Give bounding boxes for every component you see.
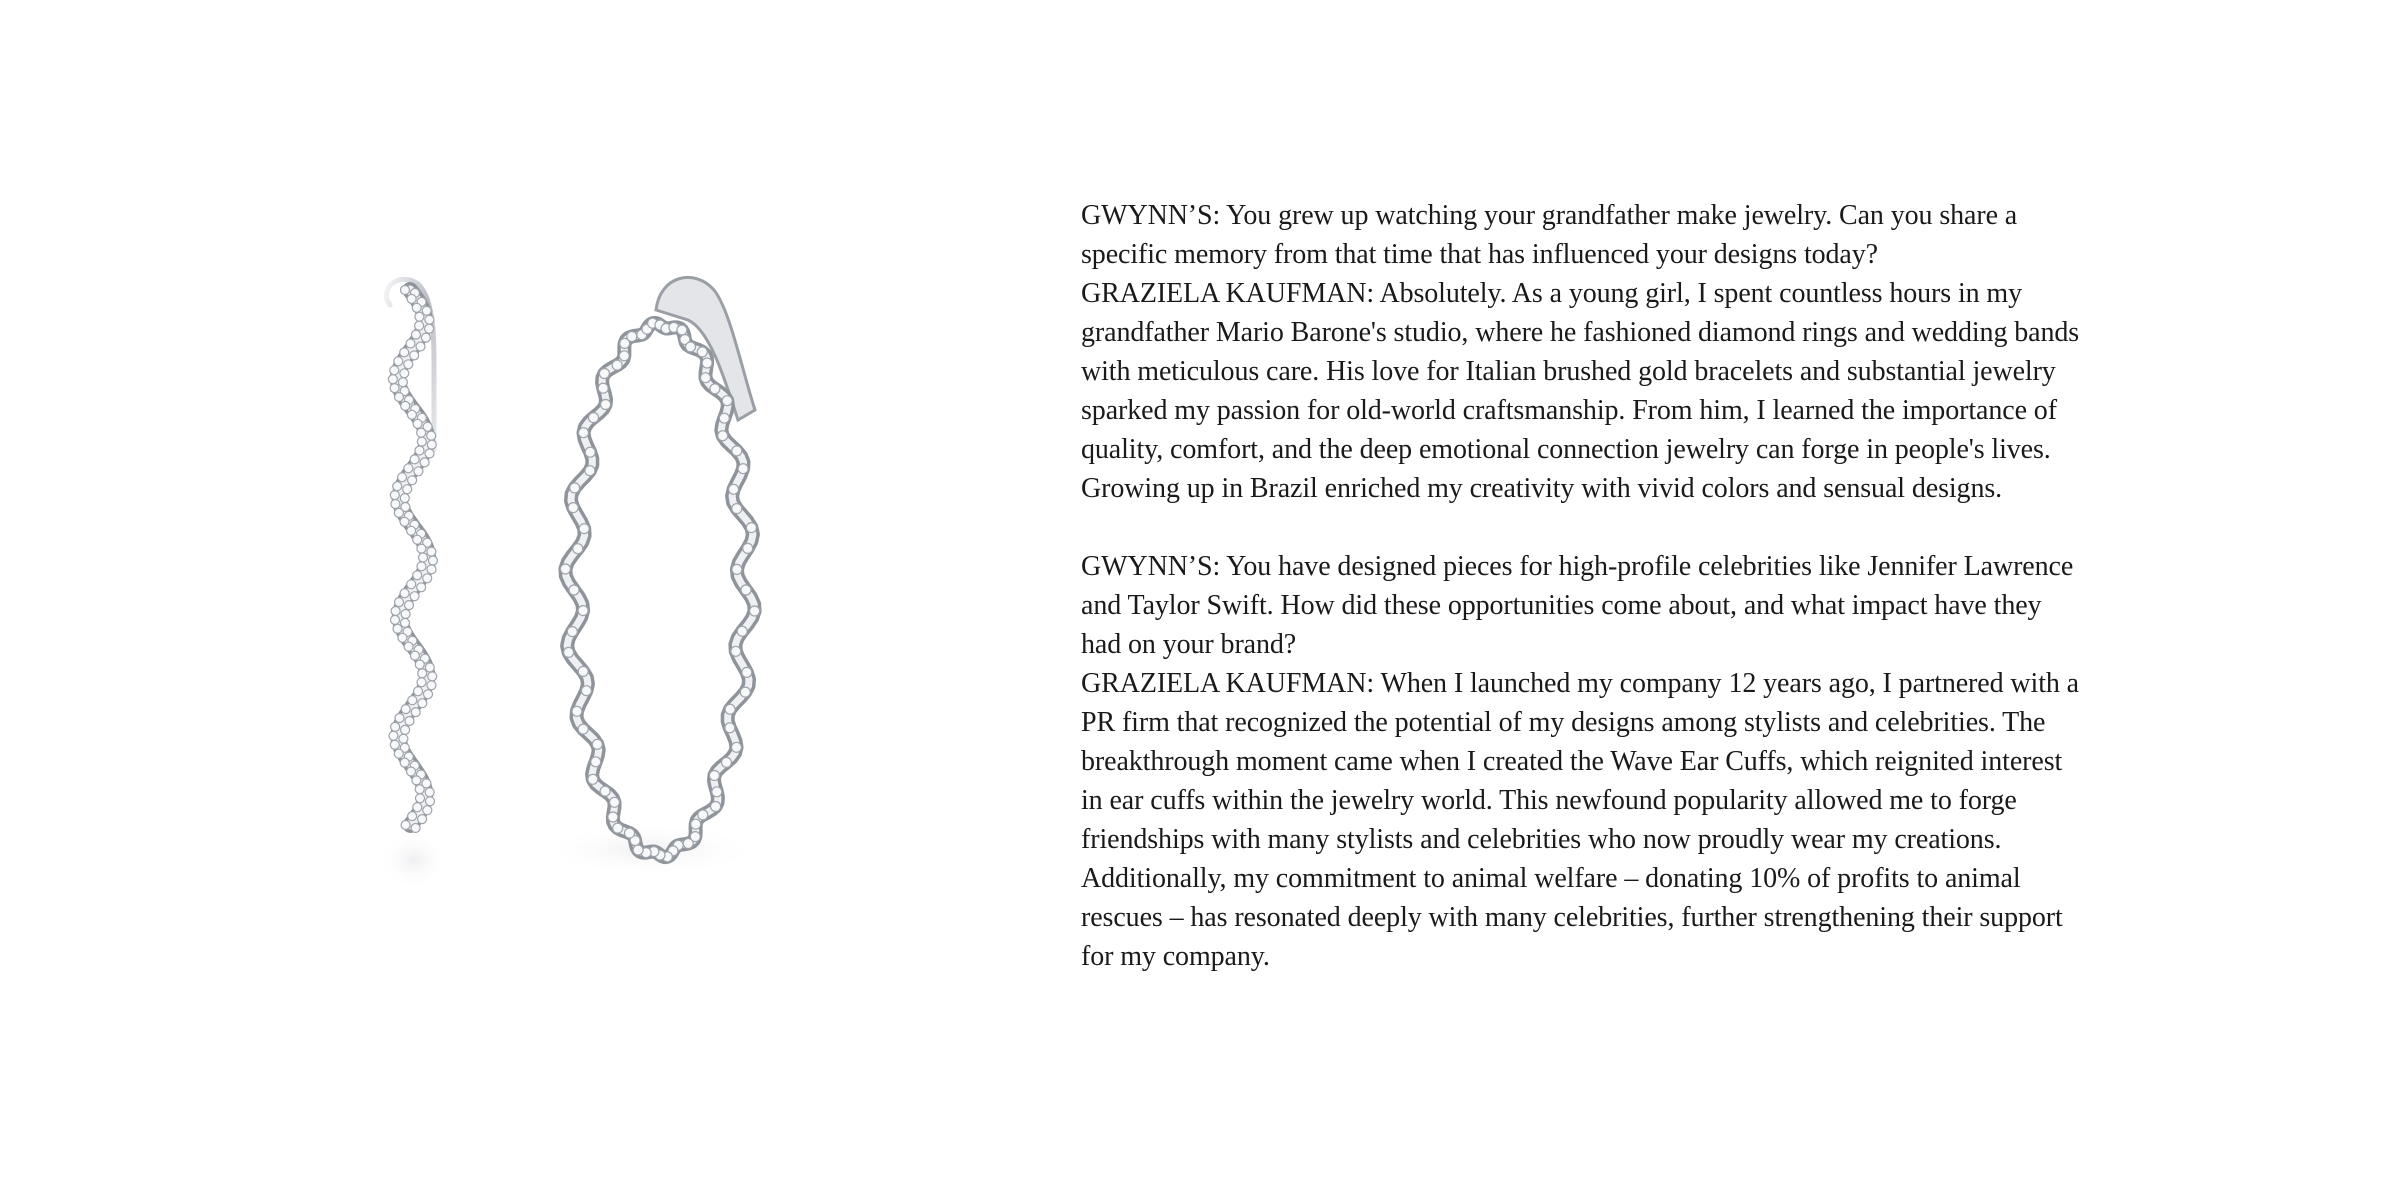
diamond-stone: [633, 845, 643, 855]
answer-paragraph: [1081, 664, 2081, 976]
diamond-stone: [569, 585, 579, 595]
diamond-stone: [417, 678, 426, 687]
qa-block: [1081, 196, 2081, 508]
diamond-stone: [404, 464, 413, 473]
diamond-stone: [410, 651, 419, 660]
diamond-stone: [427, 565, 436, 574]
diamond-stone: [627, 332, 637, 342]
diamond-stone: [416, 794, 425, 803]
diamond-stone: [570, 483, 580, 493]
diamond-stone: [608, 812, 618, 822]
diamond-stone: [732, 446, 742, 456]
answer-paragraph: [1081, 274, 2081, 508]
diamond-stone: [400, 758, 409, 767]
diamond-stone: [411, 330, 420, 339]
diamond-stone: [417, 562, 426, 571]
diamond-stone: [573, 544, 583, 554]
diamond-stone: [400, 517, 409, 526]
diamond-stone: [722, 396, 732, 406]
diamond-stone: [390, 366, 399, 375]
interview-article: [1081, 196, 2081, 976]
answer-text: Absolutely. As a young girl, I spent countless hours in my grandfather Mario Barone's studio, where he fashioned diamond rings and wedding bands with meticulous care. His love for Italian brushed gold bracelets and substantial jewelry sparked my passion for old-world craftsmanship. From him, I learned the importance of quality, comfort, and the deep emotional connection jewelry can forge in people's lives. Growing up in Brazil enriched my creativity with vivid colors and sensual designs.: [1081, 278, 2080, 504]
diamond-stone: [395, 393, 404, 402]
diamond-stone: [740, 687, 750, 697]
diamond-stone: [564, 647, 574, 657]
diamond-stone: [418, 669, 427, 678]
diamond-stone: [398, 633, 407, 642]
diamond-stone: [592, 739, 602, 749]
diamond-stone: [401, 821, 410, 830]
diamond-stone: [417, 428, 426, 437]
diamond-stone: [407, 767, 416, 776]
diamond-stone: [601, 400, 611, 410]
diamond-stone: [408, 696, 417, 705]
diamond-stone: [625, 828, 635, 838]
diamond-stone: [579, 428, 589, 438]
diamond-stone: [424, 690, 433, 699]
question-text: You have designed pieces for high-profile celebrities like Jennifer Lawrence and Taylor Swift. How did these opportunities come about, and what impact have they had on your brand?: [1081, 551, 2074, 660]
diamond-stone: [709, 771, 719, 781]
diamond-stone: [578, 606, 588, 616]
diamond-stone: [572, 706, 582, 716]
diamond-stone: [712, 787, 722, 797]
diamond-stone: [410, 592, 419, 601]
diamond-stone: [413, 803, 422, 812]
diamond-stone: [400, 494, 409, 503]
diamond-stone: [425, 788, 434, 797]
question-paragraph: [1081, 547, 2081, 664]
diamond-stone: [702, 358, 712, 368]
diamond-stone: [579, 524, 589, 534]
diamond-stone: [610, 797, 620, 807]
diamond-stone: [391, 615, 400, 624]
diamond-stone: [412, 303, 421, 312]
diamond-stone: [578, 666, 588, 676]
diamond-stone: [697, 347, 707, 357]
diamond-stone: [612, 360, 622, 370]
diamond-stone: [427, 681, 436, 690]
diamond-stone: [393, 624, 402, 633]
diamond-stone: [400, 369, 409, 378]
diamond-stone: [400, 348, 409, 357]
diamond-stone: [578, 724, 588, 734]
diamond-stone: [407, 526, 416, 535]
question-text: You grew up watching your grandfather make jewelry. Can you share a specific memory from that time that has influenced your designs today?: [1081, 200, 2018, 270]
diamond-stone: [686, 342, 696, 352]
diamond-stone: [585, 447, 595, 457]
diamond-stone: [408, 812, 417, 821]
question-speaker: GWYNN’S:: [1081, 200, 1221, 231]
diamond-stone: [411, 708, 420, 717]
diamond-stone: [413, 419, 422, 428]
diamond-stone: [395, 598, 404, 607]
diamond-stone: [407, 410, 416, 419]
diamond-stone: [417, 544, 426, 553]
diamond-stone: [398, 378, 407, 387]
diamond-stone: [750, 606, 760, 616]
diamond-stone: [407, 580, 416, 589]
diamond-stone: [390, 384, 399, 393]
diamond-stone: [406, 339, 415, 348]
diamond-stone: [413, 571, 422, 580]
diamond-stone: [403, 485, 412, 494]
diamond-stone: [731, 646, 741, 656]
diamond-stone: [401, 725, 410, 734]
diamond-stone: [719, 413, 729, 423]
diamond-stone: [415, 446, 424, 455]
diamond-stone: [415, 785, 424, 794]
diamond-stone: [691, 819, 701, 829]
diamond-stone: [427, 440, 436, 449]
diamond-stone: [729, 484, 739, 494]
diamond-stone: [743, 543, 753, 553]
diamond-stone: [399, 734, 408, 743]
diamond-stone: [418, 815, 427, 824]
diamond-stone: [742, 667, 752, 677]
diamond-stone: [600, 786, 610, 796]
diamond-stone: [390, 740, 399, 749]
diamond-stone: [419, 553, 428, 562]
diamond-stone: [418, 699, 427, 708]
diamond-stone: [427, 547, 436, 556]
diamond-stone: [426, 797, 435, 806]
diamond-stone: [683, 839, 693, 849]
diamond-stone: [591, 757, 601, 767]
diamond-stone: [391, 722, 400, 731]
diamond-stone: [589, 413, 599, 423]
diamond-stone: [701, 373, 711, 383]
diamond-stone: [725, 704, 735, 714]
diamond-stone: [405, 601, 414, 610]
diamond-stone: [401, 618, 410, 627]
diamond-stone: [417, 583, 426, 592]
diamond-stone: [388, 375, 397, 384]
diamond-stone: [410, 351, 419, 360]
diamond-stone: [413, 535, 422, 544]
diamond-stone: [407, 294, 416, 303]
diamond-stone: [408, 476, 417, 485]
answer-text: When I launched my company 12 years ago, I partnered with a PR firm that recognized the potential of my designs among stylists and celebrities. The breakthrough moment came when I created the Wave Ear Cuffs, which reignited interest in ear cuffs within the jewelry world. This newfound popularity allowed me to forge friendships with many stylists and celebrities who now proudly wear my creations. Additionally, my commitment to animal welfare – donating 10% of profits to animal rescues – has resonated deeply with many celebrities, further strengthening their support for my company.: [1081, 668, 2080, 972]
diamond-stone: [390, 491, 399, 500]
diamond-stone: [401, 401, 410, 410]
diamond-stone: [404, 360, 413, 369]
qa-block: [1081, 547, 2081, 976]
diamond-stone: [391, 500, 400, 509]
diamond-stone: [415, 321, 424, 330]
diamond-stone: [698, 810, 708, 820]
diamond-stone: [425, 663, 434, 672]
diamond-stone: [738, 464, 748, 474]
diamond-stone: [423, 806, 432, 815]
diamond-stone: [393, 482, 402, 491]
diamond-stone: [560, 564, 570, 574]
diamond-stone: [619, 351, 629, 361]
earrings-product-image: [330, 250, 830, 970]
diamond-stone: [741, 585, 751, 595]
diamond-stone: [718, 431, 728, 441]
diamond-stone: [710, 384, 720, 394]
question-paragraph: [1081, 196, 2081, 274]
diamond-stone: [410, 455, 419, 464]
diamond-stone: [421, 333, 430, 342]
question-speaker: GWYNN’S:: [1081, 551, 1221, 582]
diamond-stone: [415, 660, 424, 669]
diamond-stone: [427, 431, 436, 440]
diamond-stone: [746, 523, 756, 533]
diamond-stone: [411, 824, 420, 833]
diamond-stone: [400, 589, 409, 598]
diamond-stone: [598, 383, 608, 393]
diamond-stone: [394, 357, 403, 366]
diamond-stone: [391, 607, 400, 616]
diamond-stone: [389, 731, 398, 740]
earring-side-view: [386, 279, 437, 832]
diamond-stone: [398, 473, 407, 482]
diamond-stone: [732, 564, 742, 574]
diamond-stone: [425, 324, 434, 333]
diamond-stone: [425, 449, 434, 458]
diamond-stone: [401, 610, 410, 619]
diamond-stone: [588, 774, 598, 784]
diamond-stone: [412, 776, 421, 785]
diamond-stone: [405, 717, 414, 726]
diamond-stone: [737, 626, 747, 636]
reflection-left: [380, 830, 448, 890]
diamond-stone: [423, 574, 432, 583]
diamond-stone: [585, 466, 595, 476]
diamond-stone: [394, 749, 403, 758]
diamond-stone: [732, 742, 742, 752]
diamond-stone: [395, 714, 404, 723]
diamond-stone: [732, 504, 742, 514]
diamond-stone: [428, 672, 437, 681]
diamond-stone: [414, 467, 423, 476]
diamond-stone: [429, 556, 438, 565]
diamond-stone: [711, 802, 721, 812]
diamond-stone: [677, 325, 687, 335]
diamond-stone: [420, 458, 429, 467]
diamond-stone: [568, 503, 578, 513]
diamond-stone: [401, 286, 410, 295]
diamond-stone: [416, 342, 425, 351]
diamond-stone: [567, 627, 577, 637]
diamond-stone: [404, 642, 413, 651]
answer-speaker: GRAZIELA KAUFMAN:: [1081, 668, 1375, 699]
diamond-stone: [425, 315, 434, 324]
earrings-icon: [330, 250, 830, 970]
earring-front-view: [560, 277, 759, 861]
diamond-stone: [599, 369, 609, 379]
diamond-stone: [414, 687, 423, 696]
answer-speaker: GRAZIELA KAUFMAN:: [1081, 278, 1375, 309]
diamond-stone: [417, 437, 426, 446]
diamond-stone: [722, 757, 732, 767]
diamond-stone: [613, 823, 623, 833]
diamond-stone: [401, 705, 410, 714]
diamond-stone: [394, 508, 403, 517]
diamond-stone: [581, 686, 591, 696]
diamond-stone: [725, 723, 735, 733]
diamond-stone: [415, 312, 424, 321]
